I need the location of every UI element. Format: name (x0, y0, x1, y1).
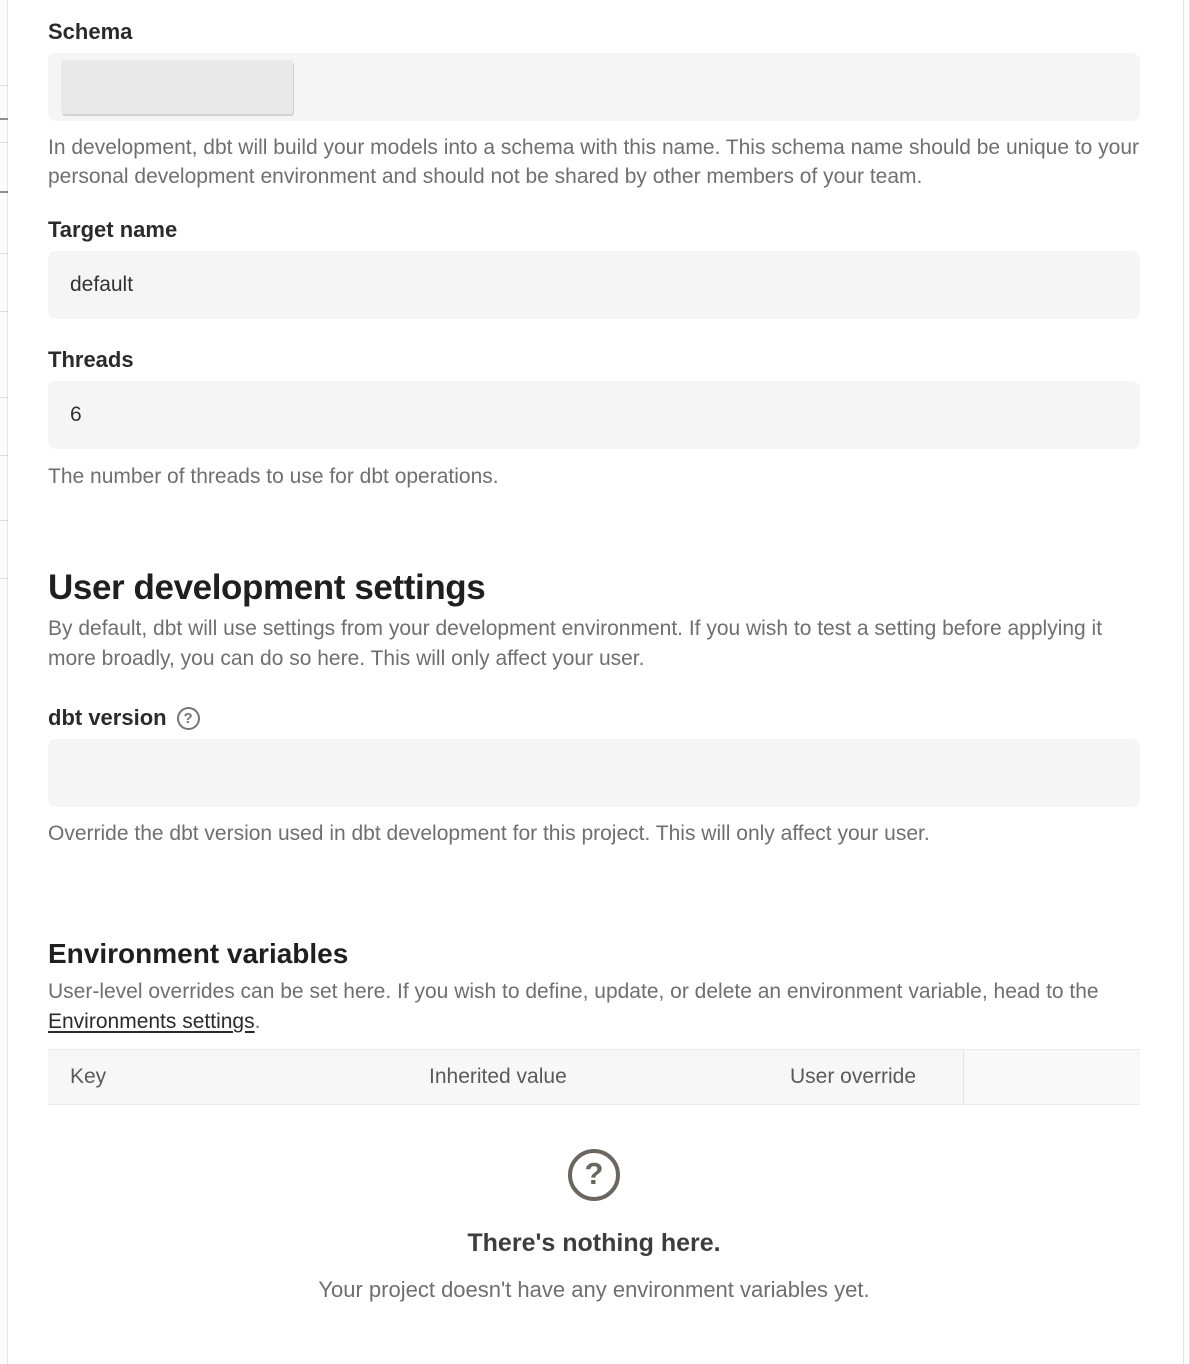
left-panel-divider (0, 520, 8, 521)
left-panel-divider (0, 455, 8, 456)
user-development-settings-description: By default, dbt will use settings from your development environment. If you wish to test a setting before applying it more broadly, you can do so here. This will only affect your user. (48, 617, 1103, 670)
schema-help-text: In development, dbt will build your models into a schema with this name. This schema name should be unique to your personal development environment and should not be shared by other members of your team. (48, 136, 1140, 188)
left-panel-divider (0, 397, 8, 398)
schema-input[interactable] (48, 53, 1140, 121)
environment-variables-description-period: . (254, 1010, 261, 1033)
schema-label: Schema (48, 19, 133, 44)
column-header-actions (963, 1050, 1140, 1104)
target-name-input[interactable] (48, 251, 1140, 319)
left-panel-divider (0, 142, 8, 143)
left-panel-divider (0, 578, 8, 579)
left-panel-divider (0, 191, 8, 193)
schema-redacted-value (61, 60, 293, 114)
left-panel-divider (0, 311, 8, 312)
column-header-inherited-value: Inherited value (429, 1065, 567, 1088)
column-header-user-override: User override (790, 1065, 917, 1088)
environment-variables-description (48, 977, 1140, 1037)
environment-variables-table-header (48, 1049, 1140, 1105)
column-header-key: Key (70, 1065, 107, 1088)
user-development-settings-title: User development settings (48, 568, 486, 607)
threads-label: Threads (48, 347, 134, 372)
left-panel-divider (0, 253, 8, 254)
left-panel-edge (0, 0, 8, 1364)
left-panel-divider (0, 118, 8, 120)
environment-variables-title: Environment variables (48, 938, 349, 969)
environments-settings-link[interactable]: Environments settings (48, 1010, 255, 1033)
environment-variables-empty-state (48, 1149, 1140, 1305)
question-circle-icon: ? (568, 1149, 620, 1201)
target-name-label: Target name (48, 217, 178, 242)
left-panel-divider (0, 85, 8, 86)
empty-state-title: There's nothing here. (467, 1229, 721, 1257)
empty-state-subtitle: Your project doesn't have any environment variables yet. (318, 1277, 870, 1302)
dbt-version-label-text: dbt version (48, 705, 167, 730)
dbt-version-help-text: Override the dbt version used in dbt development for this project. This will only affect your user. (48, 822, 930, 845)
environment-variables-description-text: User-level overrides can be set here. If you wish to define, update, or delete an environment variable, head to the (48, 980, 1099, 1003)
scrollbar-gutter[interactable] (1183, 0, 1190, 1364)
threads-input[interactable] (48, 381, 1140, 449)
question-circle-icon[interactable]: ? (177, 707, 200, 730)
dbt-version-input[interactable] (48, 739, 1140, 807)
dbt-version-label (48, 704, 1140, 732)
threads-help-text: The number of threads to use for dbt operations. (48, 465, 499, 488)
